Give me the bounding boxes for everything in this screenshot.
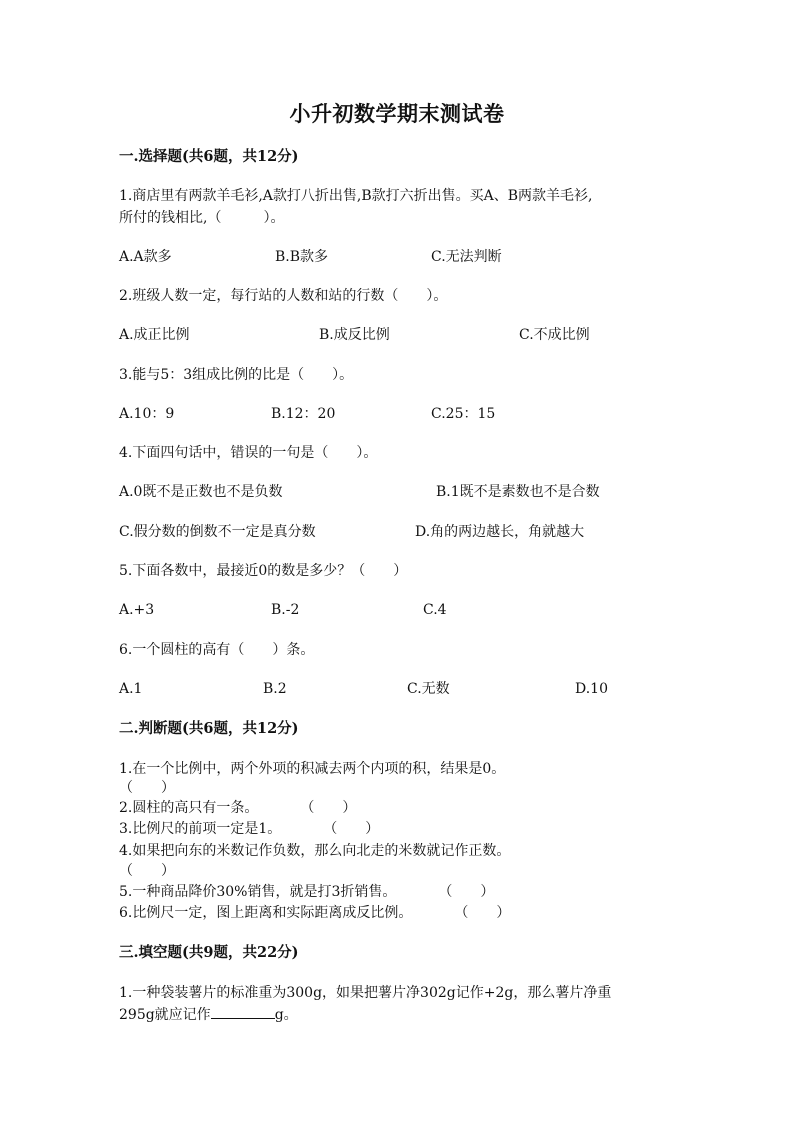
question-2-option-b: B.成反比例 [319,327,390,343]
section-heading-judgment: 二.判断题(共6题，共12分) [119,720,299,737]
question-6-option-a: A.1 [119,681,143,697]
question-5-option-b: B.-2 [271,602,300,618]
question-4-option-d: D.角的两边越长，角就越大 [415,524,585,540]
judgment-line: 6.比例尺一定，图上距离和实际距离成反比例。 （ ） [119,905,511,921]
answer-blank[interactable] [211,1004,275,1019]
section-heading-choice: 一.选择题(共6题，共12分) [119,148,299,165]
judgment-line: （ ） [119,780,175,796]
question-6-option-c: C.无数 [407,681,450,697]
section-heading-fill: 三.填空题(共9题，共22分) [119,944,299,961]
question-2-text: 2.班级人数一定，每行站的人数和站的行数（ ）。 [119,288,448,304]
question-5-option-a: A.+3 [119,602,155,618]
question-6-text: 6.一个圆柱的高有（ ）条。 [119,642,315,658]
question-1-option-b: B.B款多 [275,249,329,265]
question-3-option-a: A.10：9 [119,406,175,422]
judgment-line: （ ） [119,863,175,879]
question-3-option-b: B.12：20 [271,406,336,422]
fill-question-1-line-2 [119,1004,298,1026]
question-1-line-1: 1.商店里有两款羊毛衫,A款打八折出售,B款打六折出售。买A、B两款羊毛衫, [119,188,593,204]
question-5-option-c: C.4 [423,602,447,618]
question-2-option-a: A.成正比例 [119,327,190,343]
judgment-line: 3.比例尺的前项一定是1。 （ ） [119,821,380,837]
question-6-option-b: B.2 [263,681,287,697]
question-3-text: 3.能与5：3组成比例的比是（ ）。 [119,367,354,383]
question-4-option-b: B.1既不是素数也不是合数 [436,484,600,500]
question-4-text: 4.下面四句话中，错误的一句是（ ）。 [119,445,378,461]
question-1-option-c: C.无法判断 [431,249,502,265]
question-1-option-a: A.A款多 [119,249,172,265]
judgment-line: 4.如果把向东的米数记作负数，那么向北走的米数就记作正数。 [119,843,511,859]
fill-question-1-prefix: 295g就应记作 [119,1007,211,1023]
fill-question-1-suffix: g。 [274,1007,298,1023]
question-2-option-c: C.不成比例 [519,327,590,343]
question-3-option-c: C.25：15 [431,406,496,422]
fill-question-1-line-1: 1.一种袋装薯片的标准重为300g，如果把薯片净302g记作+2g，那么薯片净重 [119,985,612,1001]
question-4-option-a: A.0既不是正数也不是负数 [119,484,283,500]
question-5-text: 5.下面各数中，最接近0的数是多少？（ ） [119,563,408,579]
judgment-line: 5.一种商品降价30%销售，就是打3折销售。 （ ） [119,884,495,900]
question-6-option-d: D.10 [575,681,608,697]
judgment-line: 1.在一个比例中，两个外项的积减去两个内项的积，结果是0。 [119,761,506,777]
question-1-line-2: 所付的钱相比,（ ）。 [119,210,285,226]
page-title: 小升初数学期末测试卷 [289,101,505,126]
question-4-option-c: C.假分数的倒数不一定是真分数 [119,524,316,540]
judgment-line: 2.圆柱的高只有一条。 （ ） [119,800,357,816]
